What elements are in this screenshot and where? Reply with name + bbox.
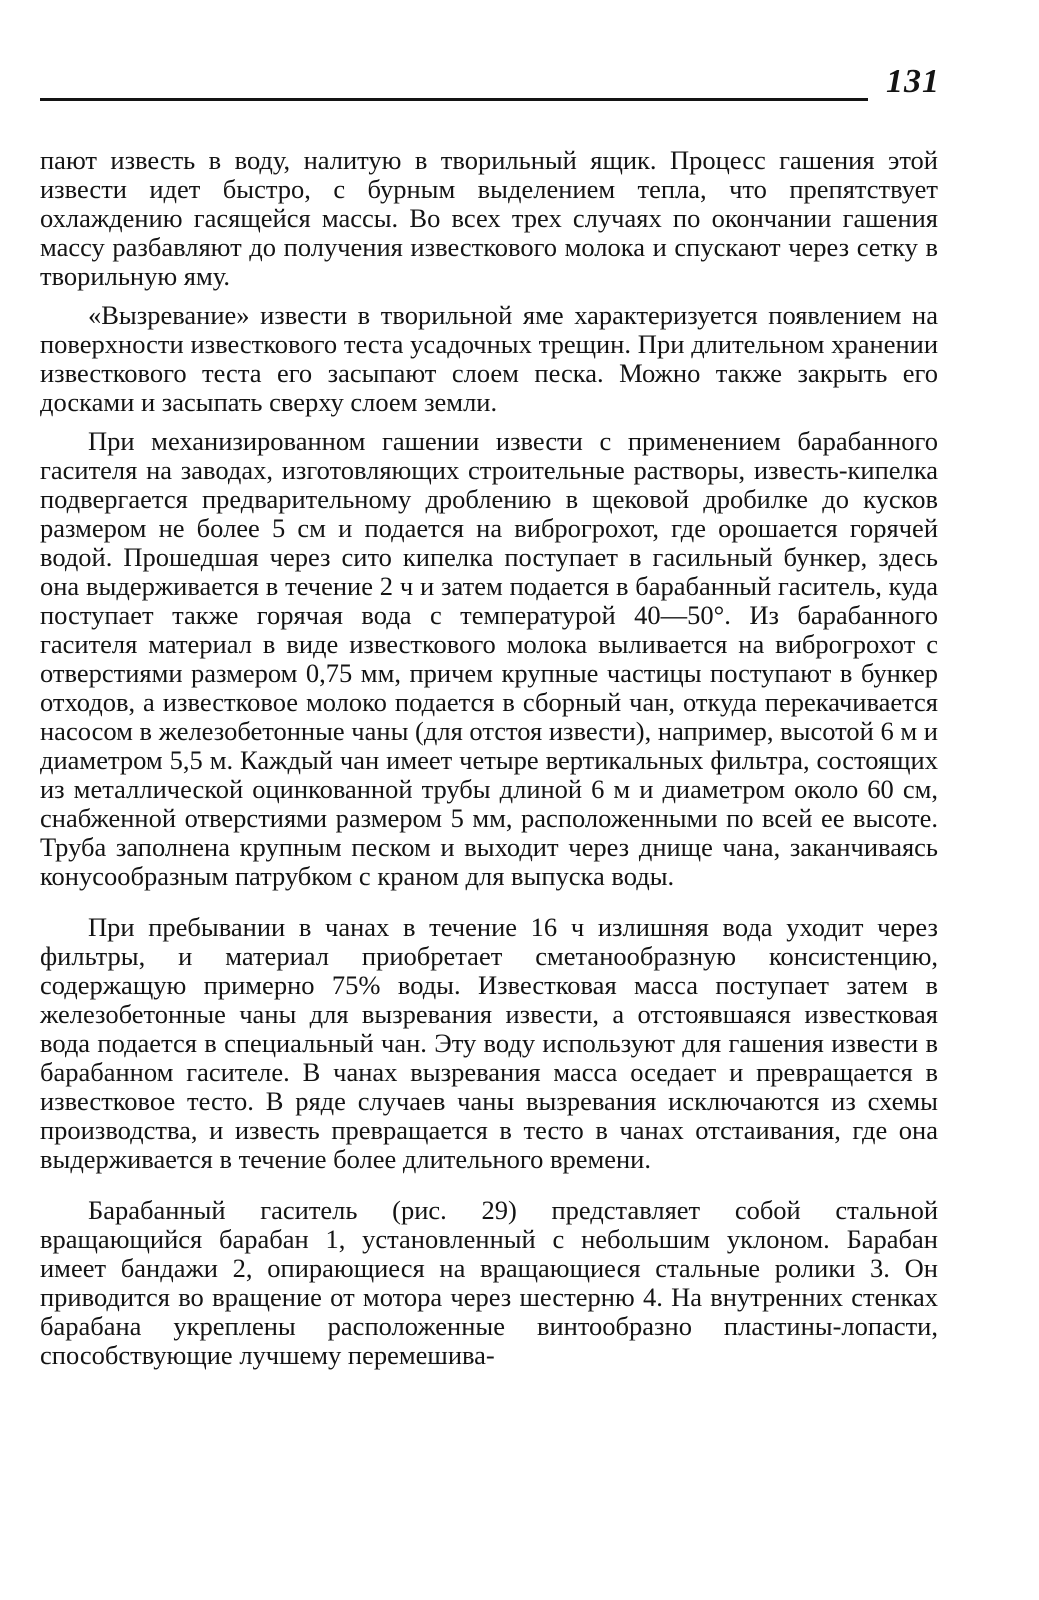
body-text [40,146,938,1380]
paragraph-1: пают известь в воду, налитую в творильный ящик. Процесс гашения этой извести идет быстро, с бурным выделением тепла, что препятствует охлаждению гасящейся массы. Во всех трех случаях по окончании гашения массу разбавляют до получения известкового молока и спускают через сетку в творильную яму. [40,145,938,291]
header-rule [40,98,868,101]
paragraph-5: Барабанный гаситель (рис. 29) представляет собой стальной вращающийся барабан 1, установленный с небольшим уклоном. Барабан имеет бандажи 2, опирающиеся на вращающиеся стальные ролики 3. Он приводится во вращение от мотора через шестерню 4. На внутренних стенках барабана укреплены расположенные винтообразно пластины-лопасти, способствующие лучшему перемешива- [40,1195,938,1370]
paragraph-3: При механизированном гашении извести с применением барабанного гасителя на заводах, изготовляющих строительные растворы, известь-кипелка подвергается предварительному дроблению в щековой дробилке до кусков размером не более 5 см и подается на виброгрохот, где орошается горячей водой. Прошедшая через сито кипелка поступает в гасильный бункер, здесь она выдерживается в течение 2 ч и затем подается в барабанный гаситель, куда поступает также горячая вода с температурой 40—50°. Из барабанного гасителя материал в виде известкового молока выливается на виброгрохот с отверстиями размером 0,75 мм, причем крупные частицы поступают в бункер отходов, а известковое молоко подается в сборный чан, откуда перекачивается насосом в железобетонные чаны (для отстоя извести), например, высотой 6 м и диаметром 5,5 м. Каждый чан имеет четыре вертикальных фильтра, состоящих из металлической оцинкованной трубы длиной 6 м и диаметром около 60 см, снабженной отверстиями размером 5 мм, расположенными по всей ее высоте. Труба заполнена крупным песком и выходит через днище чана, заканчиваясь конусообразным патрубком с краном для выпуска воды. [40,426,938,891]
page-number: 131 [886,63,940,100]
paragraph-2: «Вызревание» извести в творильной яме характеризуется появлением на поверхности известкового теста усадочных трещин. При длительном хранении известкового теста его засыпают слоем песка. Можно также закрыть его досками и засыпать сверху слоем земли. [40,300,938,417]
page-header [40,62,940,108]
paragraph-4: При пребывании в чанах в течение 16 ч излишняя вода уходит через фильтры, и материал приобретает сметанообразную консистенцию, содержащую примерно 75% воды. Известковая масса поступает затем в железобетонные чаны для вызревания извести, а отстоявшаяся известковая вода подается в специальный чан. Эту воду используют для гашения извести в барабанном гасителе. В чанах вызревания масса оседает и превращается в известковое тесто. В ряде случаев чаны вызревания исключаются из схемы производства, и известь превращается в тесто в чанах отстаивания, где она выдерживается в течение более длительного времени. [40,912,938,1174]
